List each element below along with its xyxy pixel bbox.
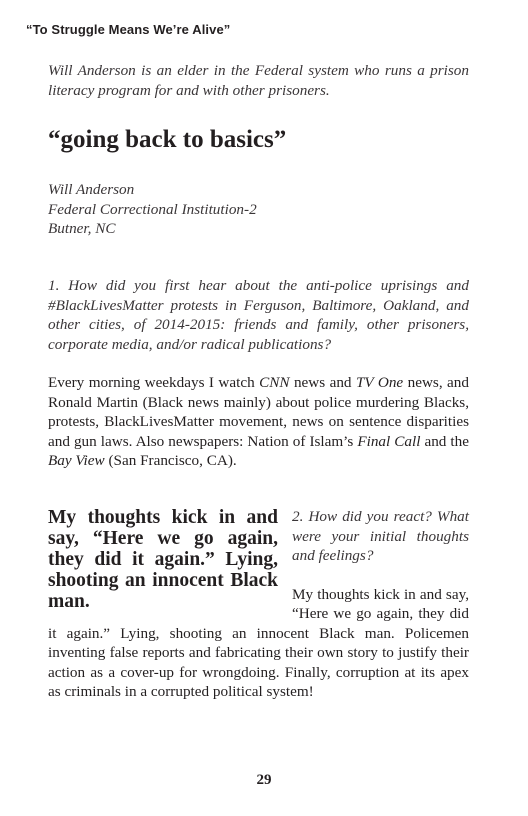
page-title: “going back to basics” (48, 126, 287, 153)
answer-1-text: (San Francisco, CA). (104, 452, 237, 469)
question-1: 1. How did you first hear about the anti-police uprisings and #BlackLivesMatter protests in Ferguson, Baltimore, Oakland, and other cities, of 2014-2015: friends and family, other prisoners, corporate media, and/or radical publications? (48, 277, 469, 353)
intro-paragraph: Will Anderson is an elder in the Federal system who runs a prison literacy program for and with other prisoners. (48, 62, 469, 99)
question-2: 2. How did you react? What were your initial thoughts and feelings? (292, 508, 469, 564)
bay-view-title: Bay View (48, 452, 105, 469)
answer-1-text: Every morning weekdays I watch (48, 374, 260, 391)
answer-1-text: news and (289, 374, 356, 391)
answer-1 (48, 373, 469, 471)
running-head: “To Struggle Means We’re Alive” (26, 22, 231, 37)
tv-one-title: TV One (355, 374, 404, 391)
author-institution: Federal Correctional Institution-2 (48, 200, 257, 218)
author-location: Butner, NC (48, 220, 116, 237)
final-call-title: Final Call (357, 432, 421, 450)
pull-quote: My thoughts kick in and say, “Here we go again, they did it again.” Lying, shooting an innocent Black man. (48, 507, 278, 612)
answer-2: My thoughts kick in and say, “Here we go again, they did it again.” Lying, shooting an innocent Black man. Policemen inventing false reports and fabricating their own story to justify their action as a cover-up for wrongdoing. Finally, corruption at its apex as criminals in a corrupted political system! (48, 585, 469, 700)
answer-1-text: and the (420, 432, 469, 450)
author-name: Will Anderson (48, 181, 135, 198)
page-number: 29 (256, 772, 272, 788)
cnn-title: CNN (259, 374, 290, 391)
question-2-block (48, 507, 469, 702)
byline (48, 180, 469, 239)
answer-1-text: news, and Ronald Martin (Black news mainly) about police murdering Blacks, protests, BlackLivesMatter movement, news on sentence disparities and gun laws. Also newspapers: Nation of Islam’s (48, 374, 469, 450)
